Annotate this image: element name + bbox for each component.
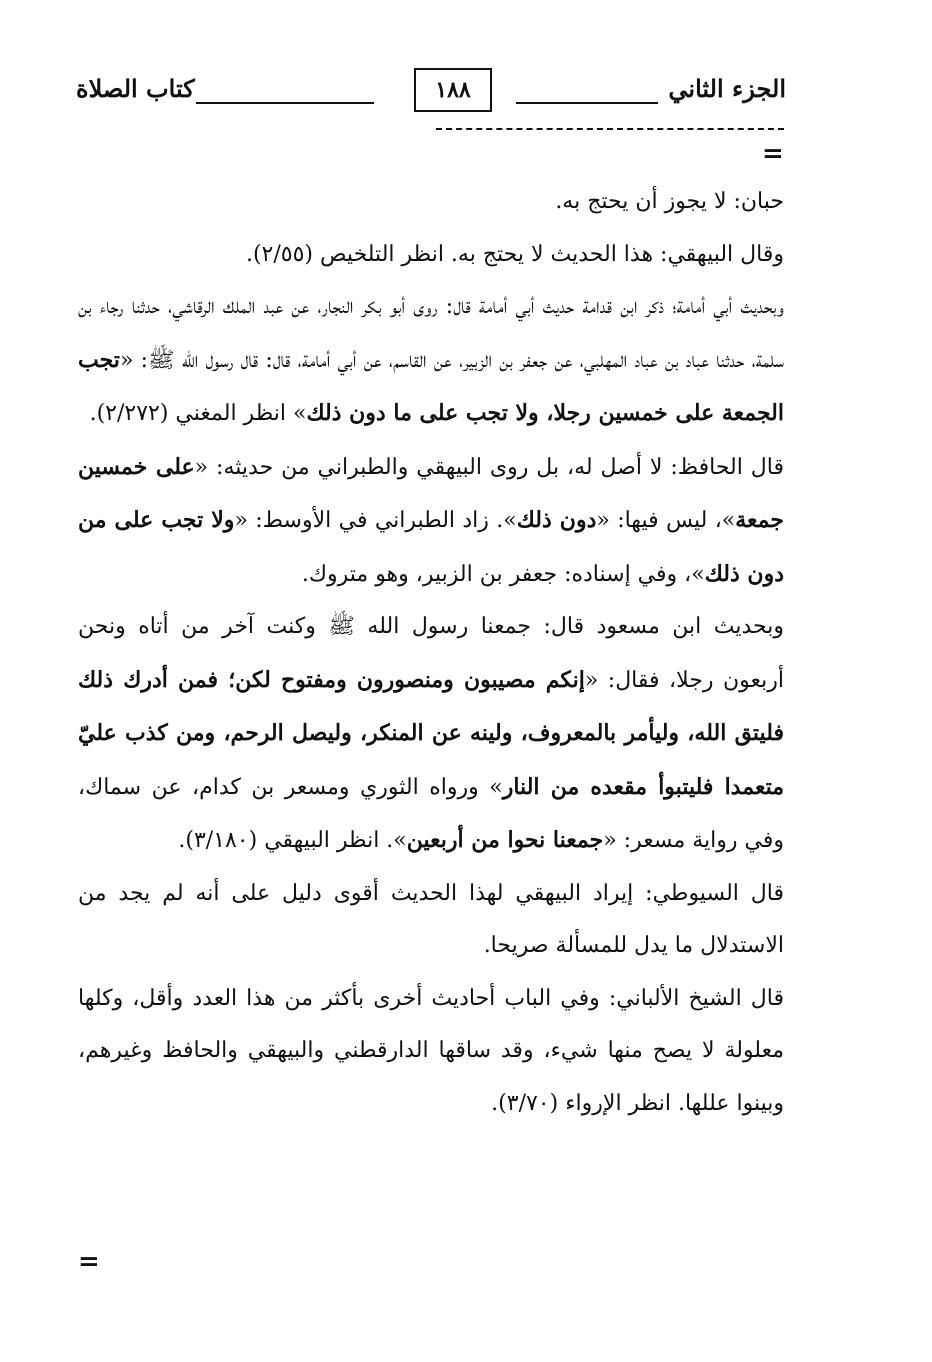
hadith-quote: ولا تجب على من دون ذلك	[78, 507, 784, 587]
paragraph: وبحديث أبي أمامة؛ ذكر ابن قدامة حديث أبي أمامة قال: روى أبو بكر النجار، عن عبد الملك الرقاشي، حدثنا رجاء بن سلمة، حدثنا عباد بن عباد المهلبي، عن جعفر بن الزبير، عن القاسم، عن أبي أمامة، قال: قال رسول الله ﷺ: «تجب الجمعة على خمسين رجلا، ولا تجب على ما دون ذلك» انظر المغني (٢/٢٧٢).	[78, 294, 784, 426]
paragraph: وبحديث ابن مسعود قال: جمعنا رسول الله ﷺ وكنت آخر من أتاه ونحن أربعون رجلا، فقال: «إنكم مصيبون ومنصورون ومفتوح لكن؛ فمن أدرك ذلك فليتق الله، وليأمر بالمعروف، ولينه عن المنكر، وليصل الرحم، ومن كذب عليّ متعمدا فليتبوأ مقعده من النار» ورواه الثوري ومسعر بن كدام، عن سماك، وفي رواية مسعر: «جمعنا نحوا من أربعين». انظر البيهقي (٣/١٨٠).	[78, 614, 784, 853]
paragraph: قال الحافظ: لا أصل له، بل روى البيهقي والطبراني من حديثه: «على خمسين جمعة»، ليس فيها: «دون ذلك». زاد الطبراني في الأوسط: «ولا تجب على من دون ذلك»، وفي إسناده: جعفر بن الزبير، وهو متروك.	[78, 453, 784, 587]
book-title: كتاب الصلاة	[76, 74, 195, 103]
hadith-quote: على خمسين جمعة	[78, 453, 784, 533]
paragraph: قال السيوطي: إيراد البيهقي لهذا الحديث أقوى دليل على أنه لم يجد من الاستدلال ما يدل للمسألة صريحا.	[78, 880, 784, 958]
continuation-mark-bottom: =	[78, 1247, 100, 1277]
header-rule-left	[196, 102, 374, 104]
hadith-quote: تجب الجمعة على خمسين رجلا، ولا تجب على ما دون ذلك	[78, 346, 784, 426]
hadith-quote: إنكم مصيبون ومنصورون ومفتوح لكن؛ فمن أدرك ذلك فليتق الله، وليأمر بالمعروف، ولينه عن المنكر، وليصل الرحم، ومن كذب عليّ متعمدا فليتبوأ مقعده من النار	[78, 666, 784, 800]
volume-title: الجزء الثاني	[668, 74, 786, 103]
paragraph: وقال البيهقي: هذا الحديث لا يحتج به. انظر التلخيص (٢/٥٥).	[245, 241, 784, 267]
header-rule-right	[516, 102, 658, 104]
page-header	[76, 62, 786, 118]
continuation-mark-top: =	[762, 139, 784, 169]
paragraph: حبان: لا يجوز أن يحتج به.	[555, 189, 784, 214]
footnote-body	[78, 176, 784, 1130]
page-number: ١٨٨	[414, 68, 492, 112]
footnote-divider	[436, 128, 784, 130]
hadith-quote: دون ذلك	[516, 507, 597, 533]
paragraph: قال الشيخ الألباني: وفي الباب أحاديث أخرى بأكثر من هذا العدد وأقل، وكلها معلولة لا يصح منها شيء، وقد ساقها الدارقطني والبيهقي والحافظ وغيرهم، وبينوا عللها. انظر الإرواء (٣/٧٠).	[78, 985, 784, 1116]
hadith-quote: جمعنا نحوا من أربعين	[406, 827, 604, 853]
